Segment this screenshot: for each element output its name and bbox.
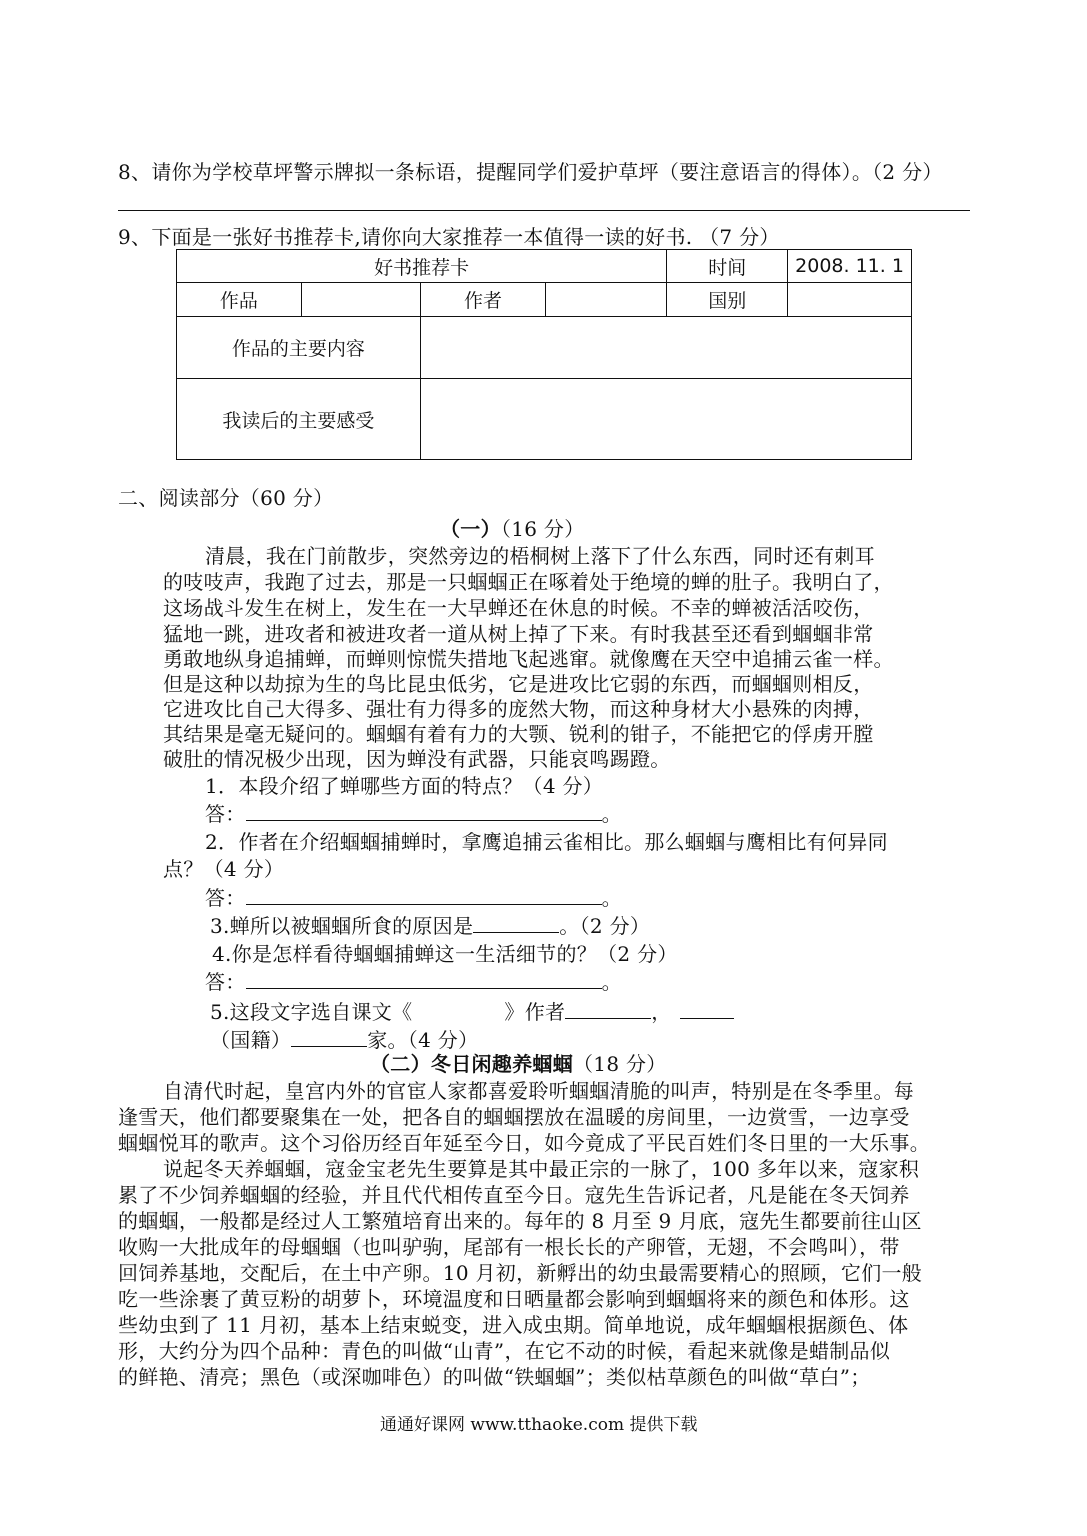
part-1-score: （16 分）: [500, 517, 585, 541]
answer-period: 。: [601, 970, 622, 994]
passage-line: 形，大约分为四个品种：青色的叫做“山青”，在它不动的时候，看起来就像是蜡制品似: [118, 1339, 891, 1363]
answer-label: 答：: [205, 886, 246, 910]
passage-line: 这场战斗发生在树上，发生在一大早蝉还在休息的时候。不幸的蝉被活活咬伤，: [163, 596, 874, 620]
question-9: 9、下面是一张好书推荐卡,请你向大家推荐一本值得一读的好书. （7 分）: [118, 225, 780, 249]
card-feeling-label: 我读后的主要感受: [177, 379, 421, 460]
section-2-title: 二、阅读部分（60 分）: [118, 486, 334, 510]
passage-line: 蝈蝈悦耳的歌声。这个习俗历经百年延至今日，如今竟成了平民百姓们冬日里的一大乐事。: [118, 1131, 930, 1155]
answer-blank[interactable]: [291, 1026, 367, 1047]
answer-blank[interactable]: [680, 998, 734, 1019]
answer-blank[interactable]: [246, 968, 602, 989]
card-time-value: 2008. 11. 1: [788, 250, 912, 283]
part-1-q1-answer: [205, 798, 622, 827]
passage-line: 吃一些涂裹了黄豆粉的胡萝卜，环境温度和日晒量都会影响到蝈蝈将来的颜色和体形。这: [118, 1287, 910, 1311]
part-1-q1: 1．本段介绍了蝉哪些方面的特点？（4 分）: [205, 774, 604, 798]
card-work-field[interactable]: [301, 283, 420, 317]
q5-text: 5.这段文字选自课文《: [210, 1000, 413, 1024]
part-1-q5-line1: [210, 996, 734, 1025]
passage-line: 的蝈蝈，一般都是经过人工繁殖培育出来的。每年的 8 月至 9 月底，寇先生都要前往山区: [118, 1209, 922, 1233]
answer-label: 答：: [205, 970, 246, 994]
answer-period: 。: [601, 802, 622, 826]
card-time-label: 时间: [667, 250, 788, 283]
passage-line: 它进攻比自己大得多、强壮有力得多的庞然大物，而这种身材大小悬殊的肉搏，: [163, 697, 874, 721]
part-1-q2-line1: 2．作者在介绍蝈蝈捕蝉时，拿鹰追捕云雀相比。那么蝈蝈与鹰相比有何异同: [205, 830, 888, 854]
passage-line: 逢雪天，他们都要聚集在一处，把各自的蝈蝈摆放在温暖的房间里，一边赏雪，一边享受: [118, 1105, 910, 1129]
answer-line-q8[interactable]: [118, 210, 970, 211]
card-country-field[interactable]: [788, 283, 912, 317]
passage-line: 破肚的情况极少出现，因为蝉没有武器，只能哀鸣踢蹬。: [163, 747, 671, 771]
q3-text: 3.蝉所以被蝈蝈所食的原因是: [210, 914, 474, 938]
part-1-q3: [210, 910, 650, 939]
card-content-field[interactable]: [420, 317, 911, 379]
part-1-heading: [440, 513, 585, 542]
passage-line: 回饲养基地，交配后，在土中产卵。10 月初，新孵出的幼虫最需要精心的照顾，它们一般: [118, 1261, 923, 1285]
answer-label: 答：: [205, 802, 246, 826]
passage-line: 些幼虫到了 11 月初，基本上结束蜕变，进入成虫期。简单地说，成年蝈蝈根据颜色、体: [118, 1313, 909, 1337]
passage-line: 自清代时起，皇宫内外的官宦人家都喜爱聆听蝈蝈清脆的叫声，特别是在冬季里。每: [163, 1079, 915, 1103]
passage-line: 但是这种以劫掠为生的鸟比昆虫低劣，它是进攻比它弱的东西，而蝈蝈则相反，: [163, 672, 874, 696]
q5-comma: ，: [651, 1000, 672, 1024]
passage-line: 累了不少饲养蝈蝈的经验，并且代代相传直至今日。寇先生告诉记者，凡是能在冬天饲养: [118, 1183, 910, 1207]
passage-line: 说起冬天养蝈蝈，寇金宝老先生要算是其中最正宗的一脉了，100 多年以来，寇家积: [163, 1157, 920, 1181]
card-content-label: 作品的主要内容: [177, 317, 421, 379]
passage-line: 收购一大批成年的母蝈蝈（也叫驴驹，尾部有一根长长的产卵管，无翅，不会鸣叫），带: [118, 1235, 900, 1259]
card-author-label: 作者: [420, 283, 546, 317]
answer-blank[interactable]: [565, 998, 651, 1019]
page-footer: 通通好课网 www.tthaoke.com 提供下载: [380, 1415, 698, 1435]
answer-blank[interactable]: [246, 884, 602, 905]
book-recommendation-card: [176, 249, 912, 460]
part-1-q4: 4.你是怎样看待蝈蝈捕蝉这一生活细节的？（2 分）: [212, 942, 678, 966]
part-1-q2-line2: 点？（4 分）: [163, 857, 285, 881]
q5-score: 家。（4 分）: [367, 1028, 479, 1052]
passage-line: 的吱吱声，我跑了过去，那是一只蝈蝈正在啄着处于绝境的蝉的肚子。我明白了，: [163, 570, 894, 594]
passage-line: 清晨，我在门前散步，突然旁边的梧桐树上落下了什么东西，同时还有刺耳: [205, 544, 875, 568]
passage-line: 猛地一跳，进攻者和被进攻者一道从树上掉了下来。有时我甚至还看到蝈蝈非常: [163, 622, 874, 646]
card-work-label: 作品: [177, 283, 302, 317]
passage-line: 的鲜艳、清亮；黑色（或深咖啡色）的叫做“铁蝈蝈”；类似枯草颜色的叫做“草白”；: [118, 1365, 871, 1389]
passage-line: 其结果是毫无疑问的。蝈蝈有着有力的大颚、锐利的钳子，不能把它的俘虏开膛: [163, 722, 874, 746]
card-author-field[interactable]: [546, 283, 667, 317]
question-8: 8、请你为学校草坪警示牌拟一条标语，提醒同学们爱护草坪（要注意语言的得体）。（2 分）: [118, 160, 943, 184]
answer-period: 。: [601, 886, 622, 910]
q5-nationality: （国籍）: [210, 1028, 292, 1052]
answer-blank[interactable]: [473, 912, 559, 933]
card-feeling-field[interactable]: [420, 379, 911, 460]
part-1-q2-answer: [205, 882, 622, 911]
answer-blank[interactable]: [246, 800, 602, 821]
part-2-score: （18 分）: [573, 1052, 667, 1076]
passage-line: 勇敢地纵身追捕蝉，而蝉则惊慌失措地飞起逃窜。就像鹰在天空中追捕云雀一样。: [163, 647, 894, 671]
part-2-heading: [370, 1048, 667, 1077]
card-country-label: 国别: [667, 283, 788, 317]
q3-score: 。（2 分）: [559, 914, 651, 938]
part-1-q4-answer: [205, 966, 622, 995]
card-title: 好书推荐卡: [177, 250, 667, 283]
q5-author-text: 》作者: [504, 1000, 566, 1024]
part-2-title: （二）冬日闲趣养蝈蝈: [370, 1052, 573, 1076]
part-1-number: （一）: [440, 517, 501, 541]
